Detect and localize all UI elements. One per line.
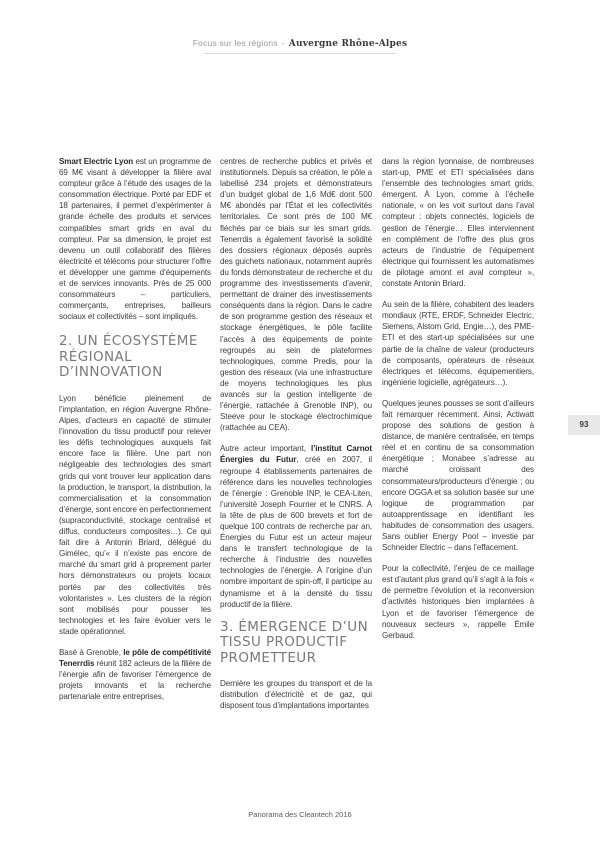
paragraph: centres de recherche publics et privés et institutionnels. Depuis sa création, le pôle a labellisé 234 projets et démonstrateurs d’un budget global de 1,6 Md€ dont 500 M€ abondés par l’État et les collectivités territoriales. Ce sont près de 100 M€ fléchés par ce biais sur les smart grids. Tenerrdis a également favorisé la solidité des dossiers régionaux déposés auprès des guichets nationaux, notamment auprès du fonds démonstrateur de recherche et du programme des investissements d’avenir, permettant de drainer des investissements conséquents dans la région. Dans le cadre de son programme gestion des réseaux et stockage énergétiques, le pôle facilite l’accès à des équipements de pointe regroupés au sein de plateformes technologiques, comme Predis, pour la gestion des réseaux (via une infrastructure de moyens technologiques les plus avancés sur la gestion intelligente de l’énergie, rattachée à Grenoble INP), ou Steeve pour le stockage électrochimique (rattachée au CEA). [220,157,372,433]
bold-lead: Smart Electric Lyon [59,157,134,166]
header-separator: - [281,38,285,48]
column-2 [220,156,372,722]
paragraph-text: , créé en 2007, il regroupe 4 établissements partenaires de référence dans les nouvelles technologies de l’énergie : Grenoble INP, le CEA-Liten, l’université Joseph Fourrier et le CNRS. À la tête de plus de 600 brevets et fort de quelque 100 contrats de recherche par an, Énergies du Futur est un acteur majeur dans le transfert technologique de la recherche à l’industrie des nouvelles technologies de l’énergie. À l’origine d’un nombre important de spin-off, il participe au dynamisme et à la densité du tissu productif de la filière. [220,455,372,609]
paragraph: Dernière les groupes du transport et de la distribution d’électricité et de gaz, qui disposent tous d’implantations importantes [220,679,372,711]
page-number-tab: 93 [568,415,600,435]
bold-lead: l’institut Carnot Énergies du Futur [220,444,372,465]
paragraph-text: réunit 182 acteurs de la filière de l’énergie afin de favoriser l’émergence de projets innovants et la recherche partenariale entre entreprises, [59,659,211,702]
paragraph: dans la région lyonnaise, de nombreuses start-up, PME et ETI spécialisées dans l’ensemble des technologies smart grids, émergent. À Lyon, comme à l’échelle nationale, « on les voit surtout dans l’aval compteur : objets connectés, logiciels de gestion de l’énergie… Elles interviennent en complément de l’offre des plus gros acteurs de l’industrie de l’équipement électrique qui fournissent les automatismes de pilotage amont et aval compteur », constate Antonin Briard. [382,157,534,289]
paragraph: Pour la collectivité, l’enjeu de ce maillage est d’autant plus grand qu’il s’agit à la fois « de permettre l’évolution et la reconversion d’activités historiques bien implantées à Lyon et de favoriser l’émergence de nouveaux secteurs », rappelle Émile Gerbaud. [382,564,534,640]
bold-lead: le pôle de compétitivité Tenerrdis [59,647,211,669]
paragraph: Au sein de la filière, cohabitent des leaders mondiaux (RTE, ERDF, Schneider Electric, Siemens, Alstom Grid, Engie…), des PME-ETI et des start-up spécialisées sur une partie de la chaîne de valeur (producteurs de composants, opérateurs de réseaux électriques et télécoms, équipementiers, ingénierie logicielle, agrégateurs…). [382,300,534,387]
running-header [0,38,600,49]
paragraph-text: Basé à Grenoble, [59,647,124,657]
section-heading: 3. ÉMERGENCE D’UN TISSU PRODUCTIF PROMETTEUR [220,618,369,666]
paragraph [59,156,211,322]
column-1 [59,156,211,712]
section-heading: 2. UN ÉCOSYSTÈME RÉGIONAL D’INNOVATION [59,333,198,381]
paragraph [220,443,372,609]
paragraph [59,647,211,702]
paragraph-text: Autre acteur important, [220,444,311,454]
header-rule [204,53,396,54]
column-3 [382,156,534,651]
paragraph-text: est un programme de 69 M€ visant à développer la filière aval compteur grâce à l’étude des usages de la consommation électrique. Porté par EDF et 18 partenaires, il permet d’expérimenter à grande échelle des produits et services compatibles smart grids en aval du compteur. Par sa dimension, le projet est devenu un outil collaboratif des filières électricité et télécoms pour structurer l’offre et développer une gamme d’équipements et de services innovants. Près de 25 000 consommateurs – particuliers, commerçants, entreprises, bailleurs sociaux et collectivités – sont impliqués. [59,157,211,322]
paragraph: Lyon bénéficie pleinement de l’implantation, en région Auvergne Rhône-Alpes, d’acteurs en capacité de stimuler l’innovation du tissu productif pour relever les défis technologiques auxquels fait encore face la filière. Une part non négligeable des technologies des smart grids qui vont trouver leur application dans la production, le transport, la distribution, la commercialisation et la consommation d’énergie, sont encore en perfectionnement (supraconductivité, stockage centralisé et diffus, conducteurs composites…). Ce qui fait dire à Antonin Briard, délégué du Gimélec, qu’« il n’existe pas encore de marché du smart grid à proprement parler hors démonstrateurs ou projets locaux portés par des collectivités très volontaristes ». Les clusters de la région sont mobilisés pour pousser les technologies et les faire évoluer vers le stade opérationnel. [59,393,211,636]
header-section: Focus sur les régions [192,38,278,48]
header-region: Auvergne Rhône-Alpes [288,39,408,49]
paragraph: Quelques jeunes pousses se sont d’ailleurs fait remarquer récemment. Ainsi, Actiwatt propose des solutions de gestion à distance, de manière centralisée, en temps réel et en continu de sa consommation énergétique ; Monabee s’adresse au marché croissant des consommateurs/producteurs d’énergie ; ou encore OGGA et sa solution basée sur une logique de programmation par autoapprentissage en identifiant les habitudes de consommation des usagers. Sans oublier Energy Pool – investie par Schneider Electric – dans l’effacement. [382,398,534,553]
running-footer: Panorama des Cleantech 2016 [248,810,352,819]
